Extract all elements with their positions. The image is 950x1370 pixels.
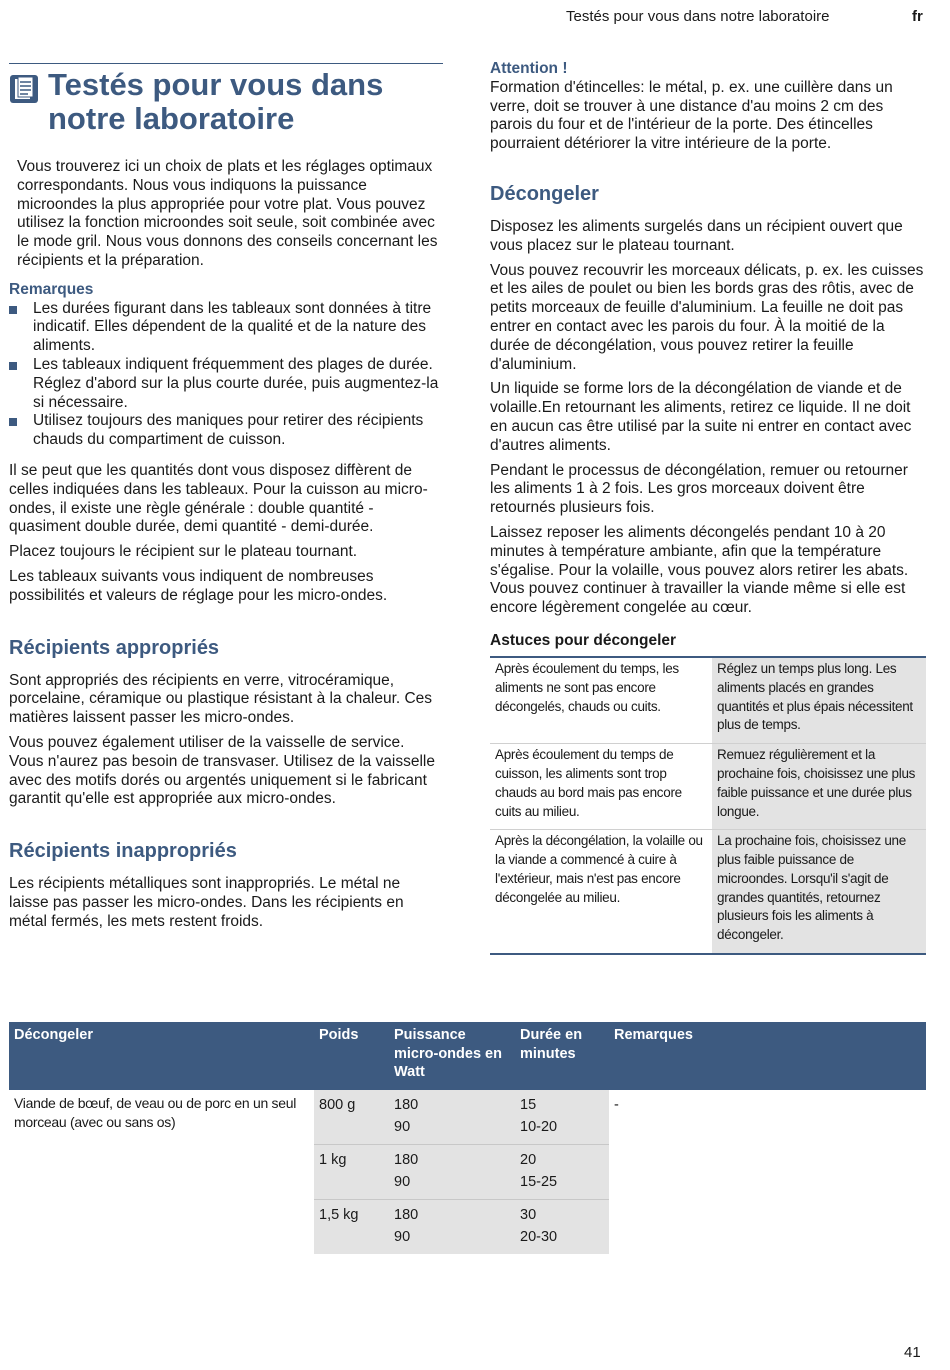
tips-row (490, 830, 926, 954)
remark-item: Les tableaux indiquent fréquemment des plages de durée. Réglez d'abord sur la plus courte durée, puis augmentez-la si nécessaire. (9, 356, 443, 412)
time-value: 10-20 (520, 1118, 558, 1135)
time-cell (515, 1090, 609, 1145)
col-header-weight: Poids (314, 1022, 389, 1090)
power-value: 90 (394, 1228, 411, 1245)
tip-solution: Réglez un temps plus long. Les aliments placés en grandes quantités et plus épais nécessitent plus de temps. (712, 657, 926, 744)
defrost-table (9, 1022, 926, 1254)
power-cell (389, 1144, 515, 1199)
lab-document-icon (9, 74, 39, 104)
tables-info-paragraph: Les tableaux suivants vous indiquent de nombreuses possibilités et valeurs de réglage pour les micro-ondes. (9, 567, 388, 604)
language-code: fr (912, 8, 923, 25)
remark-item: Les durées figurant dans les tableaux sont données à titre indicatif. Elles dépendent de la qualité et de la nature des aliments. (9, 300, 443, 356)
time-cell (515, 1199, 609, 1254)
table-row (9, 1090, 926, 1145)
defrost-tips-table (490, 656, 926, 955)
defrost-paragraph-3: Un liquide se forme lors de la décongélation de viande et de volaille.En retournant les aliments, retirez ce liquide. Il ne doit en aucun cas être utilisé par la suite ni entrer en contact avec d'autres aliments. (490, 380, 912, 454)
right-column (490, 60, 926, 955)
tips-row (490, 657, 926, 744)
tip-problem: Après la décongélation, la volaille ou la viande a commencé à cuire à l'extérieur, mais n'est pas encore décongelée au milieu. (490, 830, 712, 954)
defrost-heading: Décongeler (490, 182, 599, 205)
power-cell (389, 1199, 515, 1254)
title-line-2: notre laboratoire (48, 101, 295, 136)
quantity-rule-paragraph: Il se peut que les quantités dont vous disposez diffèrent de celles indiquées dans les tableaux. Pour la cuisson au micro-ondes, il existe une règle générale : double quantité - quasiment double durée, demi quantité - demi-durée. (9, 461, 428, 536)
tip-problem: Après écoulement du temps de cuisson, les aliments sont trop chauds au bord mais pas encore cuits au milieu. (490, 744, 712, 830)
tip-solution: La prochaine fois, choisissez une plus faible puissance de microondes. Lorsqu'il s'agit de grandes quantités, retournez plusieurs fois les aliments à décongeler. (712, 830, 926, 954)
tip-problem: Après écoulement du temps, les aliments ne sont pas encore décongelés, chauds ou cuits. (490, 657, 712, 744)
inappropriate-paragraph: Les récipients métalliques sont inappropriés. Le métal ne laisse pas passer les micro-ondes. Dans les récipients en métal fermés, les mets restent froids. (9, 875, 404, 930)
remarks-cell: - (614, 1096, 619, 1113)
time-value: 30 (520, 1206, 537, 1223)
remark-item: Utilisez toujours des maniques pour retirer des récipients chauds du compartiment de cuisson. (9, 412, 443, 450)
defrost-paragraph-1: Disposez les aliments surgelés dans un récipient ouvert que vous placez sur le plateau tournant. (490, 217, 903, 254)
appropriate-paragraph-1: Sont appropriés des récipients en verre, vitrocéramique, porcelaine, céramique ou plastique résistant à la chaleur. Ces matières laissent passer les micro-ondes. (9, 671, 433, 727)
tips-heading: Astuces pour décongeler (490, 631, 677, 649)
col-header-time: Durée en minutes (515, 1022, 609, 1090)
power-value: 180 (394, 1206, 419, 1223)
remarks-list (9, 300, 443, 450)
remarks-heading: Remarques (9, 280, 94, 298)
running-header-title: Testés pour vous dans notre laboratoire (566, 8, 830, 25)
power-value: 90 (394, 1118, 411, 1135)
food-item: Viande de bœuf, de veau ou de porc en un seul morceau (avec ou sans os) (14, 1094, 297, 1130)
defrost-paragraph-2: Vous pouvez recouvrir les morceaux délicats, p. ex. les cuisses et les ailes de poulet ou bien les bords gras des rôtis, avec de petits morceaux de feuille d'aluminium. La feuille ne doit pas entrer en contact avec les parois du four. À la moitié de la durée de décongélation, vous pouvez retirer la feuille d'aluminium. (490, 261, 924, 373)
power-cell (389, 1090, 515, 1145)
weight-cell: 1 kg (314, 1144, 389, 1199)
appropriate-containers-heading: Récipients appropriés (9, 636, 220, 659)
tip-solution: Remuez régulièrement et la prochaine fois, choisissez une plus faible puissance et une durée plus longue. (712, 744, 926, 830)
defrost-paragraph-4: Pendant le processus de décongélation, remuer ou retourner les aliments 1 à 2 fois. Les gros morceaux doivent être retournés plusieurs fois. (490, 461, 908, 517)
turntable-paragraph: Placez toujours le récipient sur le plateau tournant. (9, 543, 358, 561)
weight-cell: 1,5 kg (314, 1199, 389, 1254)
defrost-table-header (9, 1022, 926, 1090)
power-value: 180 (394, 1151, 419, 1168)
attention-paragraph: Formation d'étincelles: le métal, p. ex. une cuillère dans un verre, doit se trouver à une distance d'au moins 2 cm des parois du four et de l'intérieur de la porte. Des étincelles pourraient détériorer la vitre intérieure de la porte. (490, 78, 893, 153)
title-line-1: Testés pour vous dans (48, 67, 384, 102)
attention-heading: Attention ! (490, 60, 568, 77)
left-column (9, 62, 443, 938)
appropriate-paragraph-2: Vous pouvez également utiliser de la vaisselle de service. Vous n'aurez pas besoin de transvaser. Utilisez de la vaisselle avec des motifs dorés ou argentés uniquement si le fabricant garantit qu'elle est appropriée aux micro-ondes. (9, 733, 436, 808)
time-value: 15-25 (520, 1173, 558, 1190)
col-header-power: Puissance micro-ondes en Watt (389, 1022, 515, 1090)
defrost-paragraph-5: Laissez reposer les aliments décongelés pendant 10 à 20 minutes à température ambiante, afin que la température s'égalise. Pour la volaille, vous pouvez alors retirer les abats. Vous pouvez continuer à travailler la viande même si elle est encore légèrement congelée au cœur. (490, 523, 909, 617)
page-title (48, 68, 443, 136)
time-value: 20 (520, 1151, 537, 1168)
col-header-defrost: Décongeler (9, 1022, 314, 1090)
time-cell (515, 1144, 609, 1199)
page-number: 41 (904, 1344, 921, 1361)
col-header-remarks: Remarques (609, 1022, 926, 1090)
intro-paragraph: Vous trouverez ici un choix de plats et les réglages optimaux correspondants. Nous vous indiquons la puissance microondes la plus appropriée pour votre plat. Vous pouvez utilisez la fonction microondes soit seule, soit combinée avec le mode gril. Nous vous donnons des conseils concernant les récipients et la préparation. (17, 158, 438, 269)
time-value: 15 (520, 1096, 537, 1113)
page-title-block (9, 68, 443, 136)
inappropriate-containers-heading: Récipients inappropriés (9, 840, 237, 863)
power-value: 90 (394, 1173, 411, 1190)
weight-cell: 800 g (314, 1090, 389, 1145)
time-value: 20-30 (520, 1228, 558, 1245)
tips-row (490, 744, 926, 830)
power-value: 180 (394, 1096, 419, 1113)
